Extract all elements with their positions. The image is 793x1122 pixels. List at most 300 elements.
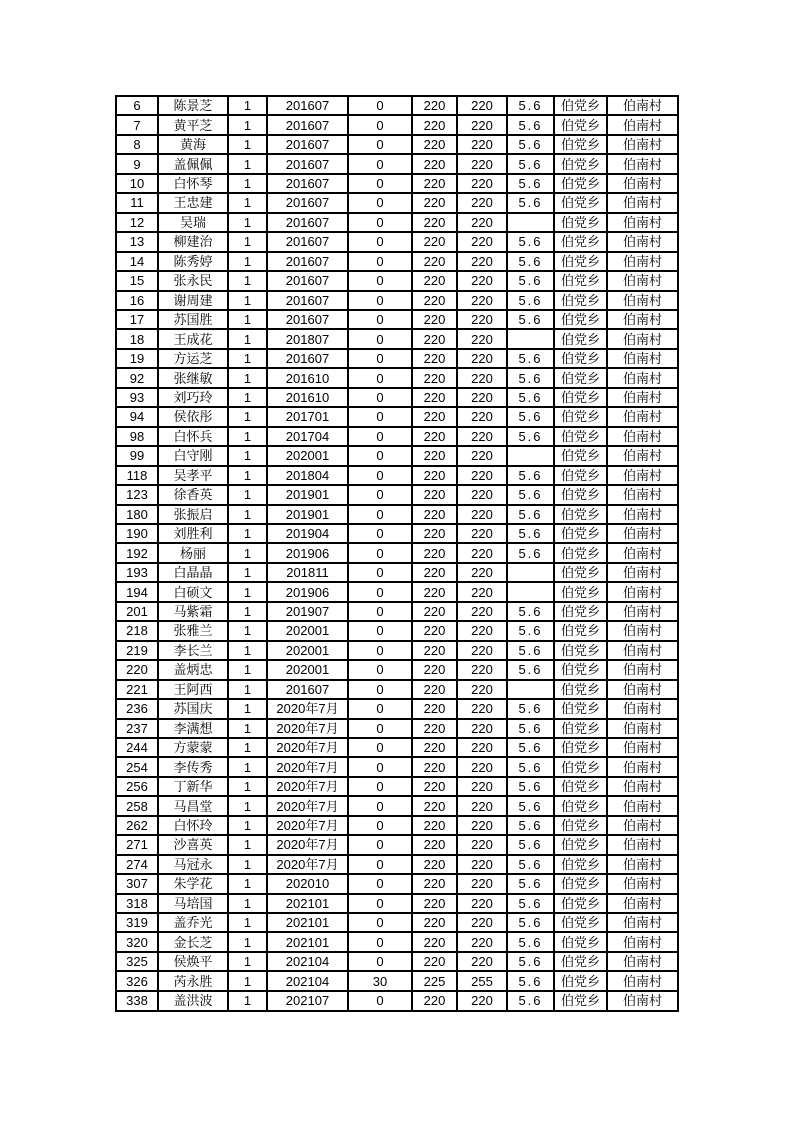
cell-township: 伯党乡 [554, 193, 607, 212]
cell-person-name: 马培国 [158, 894, 228, 913]
table-row [116, 446, 678, 465]
cell-seq-number: 9 [116, 154, 158, 173]
cell-adjustment: 0 [348, 913, 412, 932]
cell-township: 伯党乡 [554, 738, 607, 757]
cell-village: 伯南村 [607, 115, 678, 134]
cell-seq-number: 319 [116, 913, 158, 932]
cell-seq-number: 8 [116, 135, 158, 154]
cell-village: 伯南村 [607, 213, 678, 232]
cell-total-amount: 220 [457, 835, 507, 854]
cell-person-name: 白晶晶 [158, 563, 228, 582]
cell-seq-number: 192 [116, 543, 158, 562]
cell-village: 伯南村 [607, 154, 678, 173]
cell-village: 伯南村 [607, 641, 678, 660]
cell-year-month: 2020年7月 [267, 699, 348, 718]
cell-total-amount: 220 [457, 796, 507, 815]
cell-person-name: 盖乔光 [158, 913, 228, 932]
cell-adjustment: 0 [348, 232, 412, 251]
cell-rate: 5.6 [507, 796, 554, 815]
cell-adjustment: 0 [348, 271, 412, 290]
cell-seq-number: 19 [116, 349, 158, 368]
cell-person-name: 陈景芝 [158, 96, 228, 115]
cell-base-amount: 220 [412, 855, 457, 874]
cell-seq-number: 180 [116, 505, 158, 524]
cell-count: 1 [228, 427, 267, 446]
cell-person-name: 马紫霜 [158, 602, 228, 621]
cell-village: 伯南村 [607, 816, 678, 835]
cell-adjustment: 0 [348, 174, 412, 193]
cell-rate: 5.6 [507, 115, 554, 134]
table-row [116, 719, 678, 738]
table-row [116, 291, 678, 310]
cell-year-month: 202107 [267, 991, 348, 1011]
cell-rate: 5.6 [507, 407, 554, 426]
cell-village: 伯南村 [607, 660, 678, 679]
cell-year-month: 201607 [267, 349, 348, 368]
cell-seq-number: 326 [116, 971, 158, 990]
cell-rate: 5.6 [507, 232, 554, 251]
table-row [116, 738, 678, 757]
cell-total-amount: 220 [457, 427, 507, 446]
cell-adjustment: 0 [348, 466, 412, 485]
cell-adjustment: 0 [348, 932, 412, 951]
cell-village: 伯南村 [607, 932, 678, 951]
cell-township: 伯党乡 [554, 349, 607, 368]
cell-township: 伯党乡 [554, 96, 607, 115]
cell-total-amount: 220 [457, 154, 507, 173]
cell-total-amount: 220 [457, 291, 507, 310]
cell-base-amount: 220 [412, 485, 457, 504]
cell-base-amount: 220 [412, 777, 457, 796]
cell-rate [507, 582, 554, 601]
cell-person-name: 王成花 [158, 329, 228, 348]
table-row [116, 874, 678, 893]
cell-total-amount: 220 [457, 913, 507, 932]
cell-person-name: 芮永胜 [158, 971, 228, 990]
cell-year-month: 201904 [267, 524, 348, 543]
cell-seq-number: 13 [116, 232, 158, 251]
cell-township: 伯党乡 [554, 543, 607, 562]
cell-total-amount: 220 [457, 641, 507, 660]
table-row [116, 680, 678, 699]
cell-person-name: 朱学花 [158, 874, 228, 893]
cell-village: 伯南村 [607, 193, 678, 212]
cell-adjustment: 0 [348, 855, 412, 874]
cell-township: 伯党乡 [554, 816, 607, 835]
cell-adjustment: 0 [348, 407, 412, 426]
cell-village: 伯南村 [607, 543, 678, 562]
cell-count: 1 [228, 932, 267, 951]
cell-total-amount: 220 [457, 96, 507, 115]
cell-year-month: 2020年7月 [267, 855, 348, 874]
cell-base-amount: 220 [412, 427, 457, 446]
cell-village: 伯南村 [607, 913, 678, 932]
cell-year-month: 201607 [267, 174, 348, 193]
cell-base-amount: 220 [412, 368, 457, 387]
cell-person-name: 张永民 [158, 271, 228, 290]
cell-total-amount: 220 [457, 368, 507, 387]
cell-adjustment: 0 [348, 777, 412, 796]
cell-adjustment: 0 [348, 96, 412, 115]
cell-rate [507, 446, 554, 465]
cell-rate: 5.6 [507, 543, 554, 562]
cell-township: 伯党乡 [554, 505, 607, 524]
cell-rate: 5.6 [507, 719, 554, 738]
cell-year-month: 201607 [267, 154, 348, 173]
cell-seq-number: 118 [116, 466, 158, 485]
table-row [116, 835, 678, 854]
cell-total-amount: 220 [457, 602, 507, 621]
cell-seq-number: 244 [116, 738, 158, 757]
cell-person-name: 黄海 [158, 135, 228, 154]
cell-year-month: 2020年7月 [267, 757, 348, 776]
cell-seq-number: 338 [116, 991, 158, 1011]
cell-rate: 5.6 [507, 485, 554, 504]
cell-total-amount: 220 [457, 115, 507, 134]
cell-person-name: 白怀兵 [158, 427, 228, 446]
cell-count: 1 [228, 154, 267, 173]
table-row [116, 349, 678, 368]
cell-adjustment: 0 [348, 427, 412, 446]
cell-person-name: 白怀玲 [158, 816, 228, 835]
cell-village: 伯南村 [607, 174, 678, 193]
cell-rate: 5.6 [507, 96, 554, 115]
cell-person-name: 白硕文 [158, 582, 228, 601]
cell-seq-number: 194 [116, 582, 158, 601]
cell-base-amount: 220 [412, 232, 457, 251]
cell-year-month: 201807 [267, 329, 348, 348]
cell-person-name: 刘巧玲 [158, 388, 228, 407]
cell-base-amount: 220 [412, 563, 457, 582]
cell-township: 伯党乡 [554, 446, 607, 465]
cell-rate: 5.6 [507, 193, 554, 212]
cell-base-amount: 225 [412, 971, 457, 990]
cell-person-name: 李传秀 [158, 757, 228, 776]
cell-seq-number: 193 [116, 563, 158, 582]
cell-person-name: 马冠永 [158, 855, 228, 874]
cell-adjustment: 0 [348, 641, 412, 660]
cell-count: 1 [228, 466, 267, 485]
cell-total-amount: 220 [457, 757, 507, 776]
cell-adjustment: 0 [348, 154, 412, 173]
cell-total-amount: 220 [457, 855, 507, 874]
cell-adjustment: 0 [348, 115, 412, 134]
cell-rate: 5.6 [507, 505, 554, 524]
cell-base-amount: 220 [412, 524, 457, 543]
cell-seq-number: 201 [116, 602, 158, 621]
cell-township: 伯党乡 [554, 971, 607, 990]
cell-adjustment: 0 [348, 485, 412, 504]
cell-count: 1 [228, 602, 267, 621]
table-row [116, 427, 678, 446]
cell-year-month: 201607 [267, 680, 348, 699]
table-row [116, 193, 678, 212]
cell-base-amount: 220 [412, 407, 457, 426]
cell-rate: 5.6 [507, 913, 554, 932]
cell-base-amount: 220 [412, 894, 457, 913]
cell-adjustment: 0 [348, 621, 412, 640]
cell-rate: 5.6 [507, 641, 554, 660]
cell-base-amount: 220 [412, 991, 457, 1011]
table-row [116, 505, 678, 524]
cell-seq-number: 17 [116, 310, 158, 329]
table-row [116, 913, 678, 932]
cell-village: 伯南村 [607, 329, 678, 348]
table-row [116, 388, 678, 407]
cell-count: 1 [228, 505, 267, 524]
cell-rate: 5.6 [507, 991, 554, 1011]
table-row [116, 777, 678, 796]
cell-township: 伯党乡 [554, 485, 607, 504]
cell-base-amount: 220 [412, 388, 457, 407]
cell-count: 1 [228, 777, 267, 796]
cell-year-month: 201901 [267, 485, 348, 504]
table-row [116, 310, 678, 329]
cell-total-amount: 220 [457, 816, 507, 835]
cell-base-amount: 220 [412, 154, 457, 173]
cell-count: 1 [228, 388, 267, 407]
cell-year-month: 202101 [267, 894, 348, 913]
table-row [116, 252, 678, 271]
cell-year-month: 201607 [267, 213, 348, 232]
cell-total-amount: 220 [457, 699, 507, 718]
cell-adjustment: 0 [348, 660, 412, 679]
cell-base-amount: 220 [412, 271, 457, 290]
cell-township: 伯党乡 [554, 427, 607, 446]
cell-village: 伯南村 [607, 582, 678, 601]
cell-township: 伯党乡 [554, 310, 607, 329]
cell-township: 伯党乡 [554, 874, 607, 893]
cell-count: 1 [228, 660, 267, 679]
cell-seq-number: 320 [116, 932, 158, 951]
cell-adjustment: 0 [348, 835, 412, 854]
cell-year-month: 202104 [267, 952, 348, 971]
cell-village: 伯南村 [607, 466, 678, 485]
cell-count: 1 [228, 563, 267, 582]
cell-count: 1 [228, 894, 267, 913]
cell-adjustment: 0 [348, 213, 412, 232]
cell-rate [507, 563, 554, 582]
cell-adjustment: 0 [348, 291, 412, 310]
cell-village: 伯南村 [607, 349, 678, 368]
cell-person-name: 侯焕平 [158, 952, 228, 971]
cell-person-name: 李长兰 [158, 641, 228, 660]
cell-total-amount: 220 [457, 310, 507, 329]
cell-village: 伯南村 [607, 368, 678, 387]
table-row [116, 952, 678, 971]
cell-year-month: 201607 [267, 96, 348, 115]
cell-rate: 5.6 [507, 291, 554, 310]
cell-base-amount: 220 [412, 738, 457, 757]
cell-adjustment: 0 [348, 757, 412, 776]
cell-rate: 5.6 [507, 427, 554, 446]
cell-village: 伯南村 [607, 446, 678, 465]
cell-township: 伯党乡 [554, 115, 607, 134]
cell-person-name: 柳建治 [158, 232, 228, 251]
cell-year-month: 201607 [267, 252, 348, 271]
cell-village: 伯南村 [607, 777, 678, 796]
cell-count: 1 [228, 213, 267, 232]
cell-person-name: 徐香英 [158, 485, 228, 504]
cell-count: 1 [228, 115, 267, 134]
cell-village: 伯南村 [607, 855, 678, 874]
cell-count: 1 [228, 310, 267, 329]
table-row [116, 855, 678, 874]
cell-year-month: 201901 [267, 505, 348, 524]
cell-year-month: 202001 [267, 641, 348, 660]
cell-total-amount: 220 [457, 952, 507, 971]
cell-seq-number: 18 [116, 329, 158, 348]
cell-rate: 5.6 [507, 602, 554, 621]
cell-rate: 5.6 [507, 271, 554, 290]
cell-village: 伯南村 [607, 894, 678, 913]
cell-base-amount: 220 [412, 446, 457, 465]
cell-rate: 5.6 [507, 971, 554, 990]
table-row [116, 115, 678, 134]
cell-base-amount: 220 [412, 174, 457, 193]
cell-rate: 5.6 [507, 777, 554, 796]
cell-count: 1 [228, 407, 267, 426]
cell-year-month: 201607 [267, 271, 348, 290]
cell-adjustment: 0 [348, 388, 412, 407]
cell-adjustment: 30 [348, 971, 412, 990]
cell-total-amount: 220 [457, 874, 507, 893]
cell-seq-number: 10 [116, 174, 158, 193]
cell-count: 1 [228, 719, 267, 738]
table-row [116, 894, 678, 913]
cell-adjustment: 0 [348, 193, 412, 212]
cell-count: 1 [228, 971, 267, 990]
table-row [116, 213, 678, 232]
cell-adjustment: 0 [348, 505, 412, 524]
cell-seq-number: 94 [116, 407, 158, 426]
cell-year-month: 2020年7月 [267, 738, 348, 757]
cell-rate [507, 329, 554, 348]
cell-rate: 5.6 [507, 368, 554, 387]
cell-total-amount: 220 [457, 524, 507, 543]
cell-person-name: 陈秀婷 [158, 252, 228, 271]
table-row [116, 96, 678, 115]
cell-base-amount: 220 [412, 757, 457, 776]
cell-person-name: 苏国胜 [158, 310, 228, 329]
cell-village: 伯南村 [607, 252, 678, 271]
cell-count: 1 [228, 543, 267, 562]
cell-village: 伯南村 [607, 310, 678, 329]
cell-township: 伯党乡 [554, 213, 607, 232]
cell-person-name: 张继敏 [158, 368, 228, 387]
cell-count: 1 [228, 913, 267, 932]
cell-total-amount: 220 [457, 407, 507, 426]
cell-adjustment: 0 [348, 796, 412, 815]
cell-base-amount: 220 [412, 349, 457, 368]
cell-rate: 5.6 [507, 952, 554, 971]
cell-seq-number: 92 [116, 368, 158, 387]
cell-adjustment: 0 [348, 874, 412, 893]
table-row [116, 816, 678, 835]
cell-village: 伯南村 [607, 427, 678, 446]
cell-township: 伯党乡 [554, 368, 607, 387]
cell-rate: 5.6 [507, 757, 554, 776]
cell-count: 1 [228, 232, 267, 251]
cell-year-month: 202101 [267, 913, 348, 932]
cell-year-month: 202104 [267, 971, 348, 990]
cell-year-month: 202101 [267, 932, 348, 951]
cell-person-name: 白守刚 [158, 446, 228, 465]
cell-township: 伯党乡 [554, 524, 607, 543]
cell-count: 1 [228, 291, 267, 310]
cell-total-amount: 220 [457, 174, 507, 193]
cell-village: 伯南村 [607, 388, 678, 407]
cell-base-amount: 220 [412, 291, 457, 310]
cell-count: 1 [228, 796, 267, 815]
cell-base-amount: 220 [412, 252, 457, 271]
cell-seq-number: 219 [116, 641, 158, 660]
cell-count: 1 [228, 952, 267, 971]
cell-village: 伯南村 [607, 232, 678, 251]
cell-person-name: 吴孝平 [158, 466, 228, 485]
cell-person-name: 谢周建 [158, 291, 228, 310]
cell-adjustment: 0 [348, 135, 412, 154]
cell-rate [507, 680, 554, 699]
cell-year-month: 201610 [267, 368, 348, 387]
cell-village: 伯南村 [607, 738, 678, 757]
cell-seq-number: 12 [116, 213, 158, 232]
cell-total-amount: 220 [457, 135, 507, 154]
cell-village: 伯南村 [607, 135, 678, 154]
cell-year-month: 201701 [267, 407, 348, 426]
cell-adjustment: 0 [348, 582, 412, 601]
table-row [116, 991, 678, 1011]
cell-rate: 5.6 [507, 466, 554, 485]
table-row [116, 407, 678, 426]
table-row [116, 524, 678, 543]
cell-base-amount: 220 [412, 310, 457, 329]
cell-adjustment: 0 [348, 349, 412, 368]
cell-base-amount: 220 [412, 835, 457, 854]
cell-base-amount: 220 [412, 874, 457, 893]
cell-year-month: 201804 [267, 466, 348, 485]
cell-person-name: 杨丽 [158, 543, 228, 562]
cell-base-amount: 220 [412, 602, 457, 621]
cell-person-name: 金长芝 [158, 932, 228, 951]
cell-count: 1 [228, 193, 267, 212]
cell-year-month: 202001 [267, 660, 348, 679]
cell-village: 伯南村 [607, 719, 678, 738]
cell-township: 伯党乡 [554, 602, 607, 621]
table-row [116, 232, 678, 251]
cell-total-amount: 220 [457, 329, 507, 348]
cell-township: 伯党乡 [554, 252, 607, 271]
cell-rate: 5.6 [507, 252, 554, 271]
cell-base-amount: 220 [412, 543, 457, 562]
table-body [116, 96, 678, 1011]
cell-seq-number: 6 [116, 96, 158, 115]
cell-total-amount: 220 [457, 991, 507, 1011]
cell-total-amount: 220 [457, 485, 507, 504]
cell-adjustment: 0 [348, 952, 412, 971]
cell-base-amount: 220 [412, 952, 457, 971]
cell-person-name: 李满想 [158, 719, 228, 738]
cell-seq-number: 11 [116, 193, 158, 212]
cell-total-amount: 220 [457, 349, 507, 368]
cell-township: 伯党乡 [554, 641, 607, 660]
cell-year-month: 2020年7月 [267, 835, 348, 854]
cell-year-month: 201610 [267, 388, 348, 407]
cell-count: 1 [228, 816, 267, 835]
cell-village: 伯南村 [607, 621, 678, 640]
table-row [116, 329, 678, 348]
cell-adjustment: 0 [348, 719, 412, 738]
